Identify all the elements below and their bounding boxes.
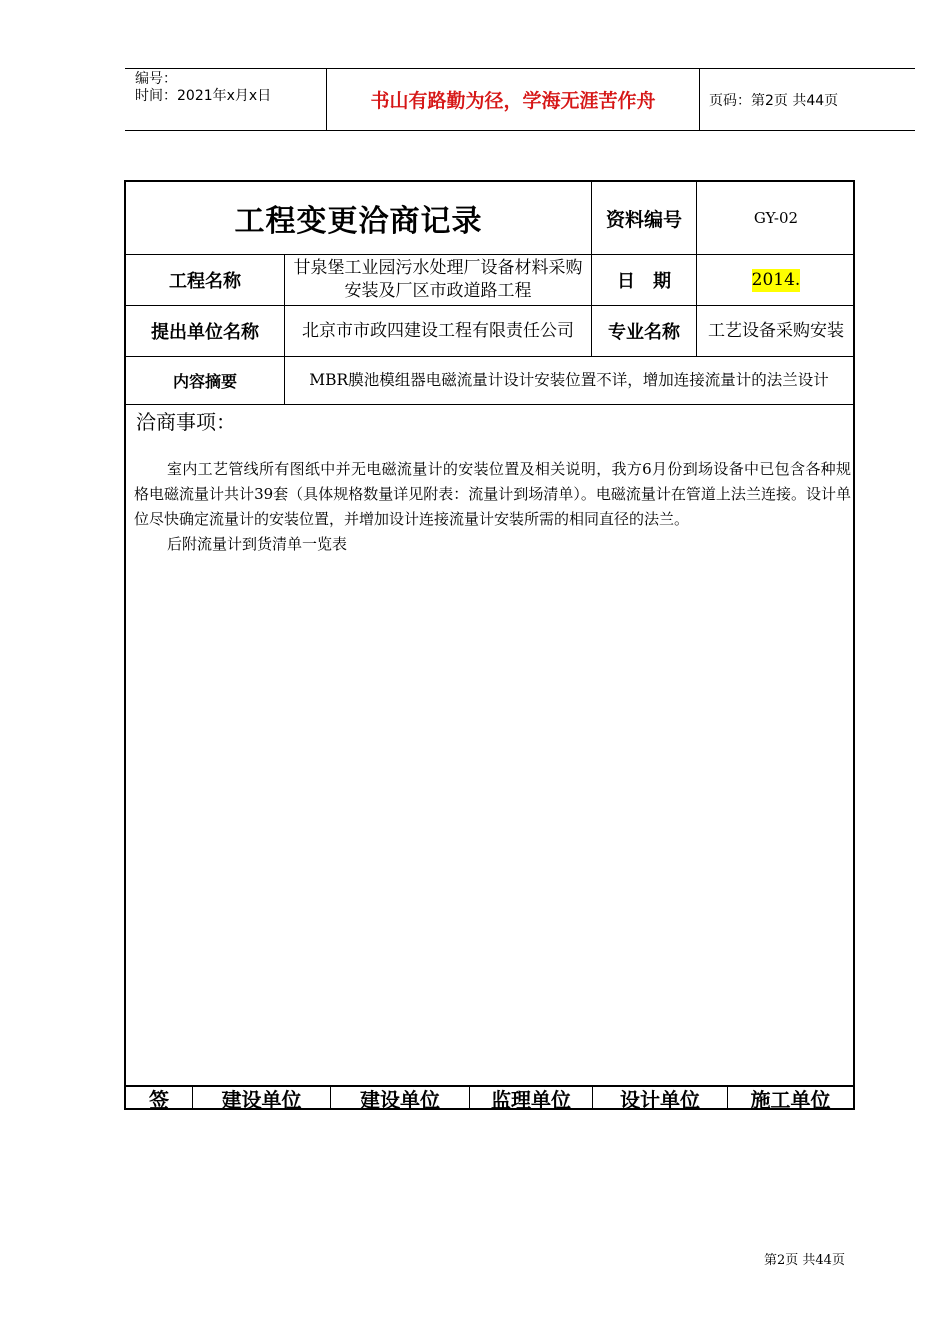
content-paragraph: 室内工艺管线所有图纸中并无电磁流量计的安装位置及相关说明，我方6月份到场设备中已包含各种规格电磁流量计共计39套（具体规格数量详见附表：流量计到场清单）。电磁流量计在管道上法兰连接。设计单位尽快确定流量计的安装位置，并增加设计连接流量计安装所需的相同直径的法兰。	[134, 460, 851, 528]
header-meta	[135, 71, 271, 105]
content-paragraph: 后附流量计到货清单一览表	[167, 535, 348, 553]
signature-supervision-unit: 监理单位	[491, 1087, 571, 1112]
signature-owner-unit: 建设单位	[360, 1087, 440, 1112]
signature-design-unit: 设计单位	[620, 1087, 700, 1112]
specialty-value: 工艺设备采购安装	[708, 320, 844, 341]
doc-no-value: GY-02	[753, 208, 799, 227]
header-divider	[699, 69, 700, 130]
header-page-number: 页码：第2页 共44页	[709, 93, 839, 109]
footer-page-number: 第2页 共44页	[764, 1253, 845, 1268]
doc-no-label: 资料编号	[605, 208, 682, 231]
document-number-label: 编号：	[135, 71, 177, 87]
negotiation-section-title: 洽商事项：	[136, 410, 236, 434]
project-name-label: 工程名称	[169, 271, 241, 292]
document-time-label: 时间：2021年x月x日	[135, 88, 272, 104]
summary-label: 内容摘要	[172, 372, 237, 391]
change-negotiation-form	[124, 180, 855, 1110]
row-divider	[126, 404, 853, 405]
signature-owner-unit: 建设单位	[221, 1087, 302, 1112]
date-label: 日 期	[617, 271, 671, 292]
submitting-unit-value: 北京市市政四建设工程有限责任公司	[302, 320, 574, 341]
date-value: 2014.	[751, 269, 801, 290]
form-title: 工程变更洽商记录	[234, 204, 483, 239]
page-header	[125, 68, 915, 131]
summary-value: MBR膜池模组器电磁流量计设计安装位置不详，增加连接流量计的法兰设计	[309, 371, 829, 389]
signature-label: 签	[149, 1087, 169, 1112]
date-cell	[697, 255, 855, 305]
specialty-label: 专业名称	[608, 322, 680, 343]
header-motto: 书山有路勤为径，学海无涯苦作舟	[370, 90, 656, 112]
project-name-value: 甘泉堡工业园污水处理厂设备材料采购安装及厂区市政道路工程	[293, 258, 583, 301]
negotiation-content	[134, 457, 851, 557]
signature-construction-unit: 施工单位	[750, 1087, 831, 1112]
submitting-unit-label: 提出单位名称	[151, 322, 259, 343]
